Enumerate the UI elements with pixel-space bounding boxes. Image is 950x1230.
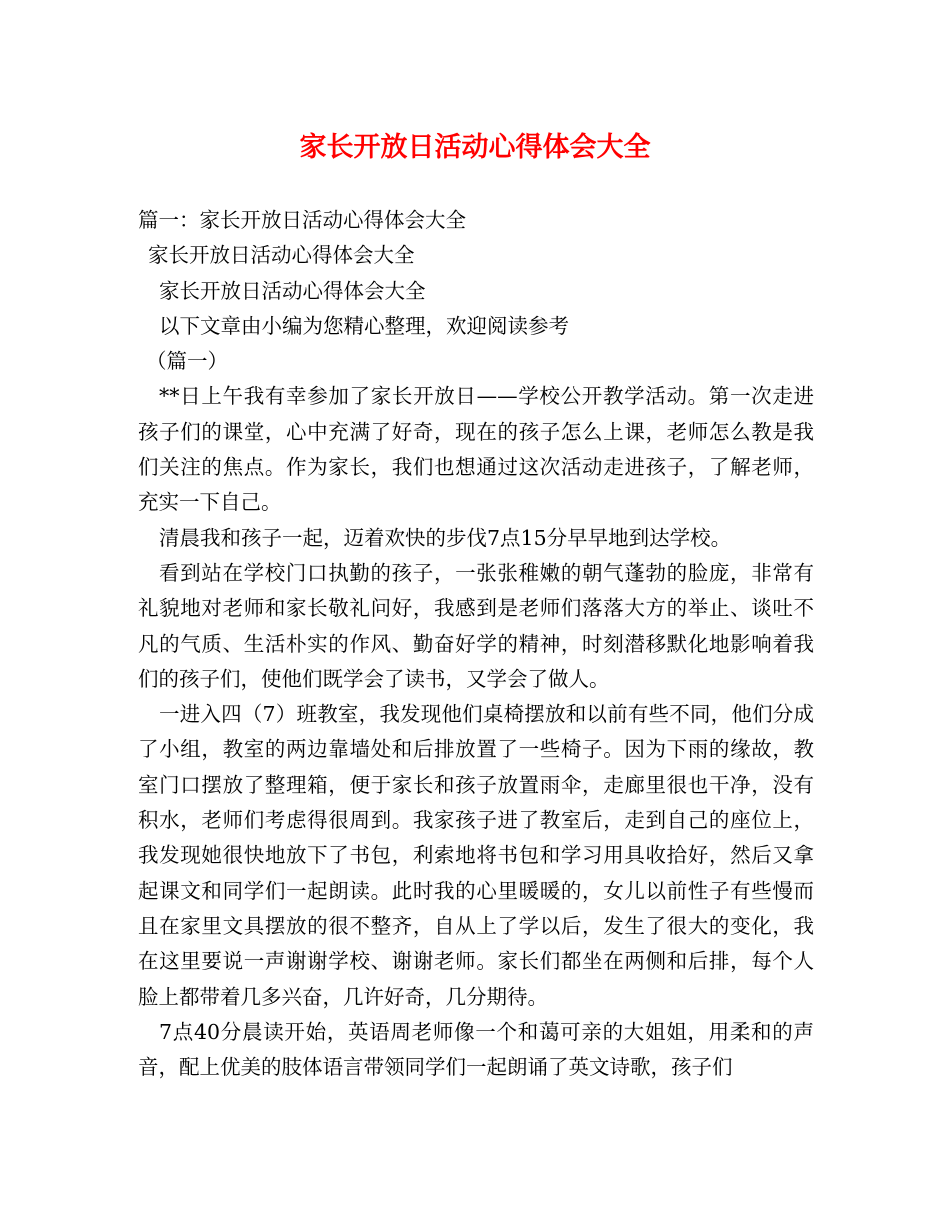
intro-line: 以下文章由小编为您精心整理，欢迎阅读参考 — [159, 313, 569, 338]
body-paragraph: 看到站在学校门口执勤的孩子，一张张稚嫩的朝气蓬勃的脸庞，非常有礼貌地对老师和家长敬礼问好，我感到是老师们落落大方的举止、谈吐不凡的气质、生活朴实的作风、勤奋好学的精神，时刻潜移默化地影响着我们的孩子们，使他们既学会了读书，又学会了做人。 — [138, 560, 814, 691]
part-label: （篇一） — [146, 349, 228, 374]
subtitle-line: 家长开放日活动心得体会大全 — [159, 278, 426, 303]
body-paragraph: 清晨我和孩子一起，迈着欢快的步伐7点15分早早地到达学校。 — [159, 525, 732, 550]
document-body — [138, 203, 814, 1085]
subtitle-line: 家长开放日活动心得体会大全 — [148, 243, 415, 268]
document-title: 家长开放日活动心得体会大全 — [299, 132, 651, 163]
body-paragraph: 7点40分晨读开始，英语周老师像一个和蔼可亲的大姐姐，用柔和的声音，配上优美的肢体语言带领同学们一起朗诵了英文诗歌，孩子们 — [138, 1019, 814, 1080]
section-heading: 篇一：家长开放日活动心得体会大全 — [138, 208, 466, 232]
body-paragraph: 一进入四（7）班教室，我发现他们桌椅摆放和以前有些不同，他们分成了小组，教室的两边靠墙处和后排放置了一些椅子。因为下雨的缘故，教室门口摆放了整理箱，便于家长和孩子放置雨伞，走廊里很也干净，没有积水，老师们考虑得很周到。我家孩子进了教室后，走到自己的座位上，我发现她很快地放下了书包，利索地将书包和学习用具收拾好，然后又拿起课文和同学们一起朗读。此时我的心里暖暖的，女儿以前性子有些慢而且在家里文具摆放的很不整齐，自从上了学以后，发生了很大的变化，我在这里要说一声谢谢学校、谢谢老师。家长们都坐在两侧和后排，每个人脸上都带着几多兴奋，几许好奇，几分期待。 — [138, 702, 814, 1009]
body-paragraph: **日上午我有幸参加了家长开放日——学校公开教学活动。第一次走进孩子们的课堂，心中充满了好奇，现在的孩子怎么上课，老师怎么教是我们关注的焦点。作为家长，我们也想通过这次活动走进孩子，了解老师，充实一下自己。 — [138, 384, 814, 515]
